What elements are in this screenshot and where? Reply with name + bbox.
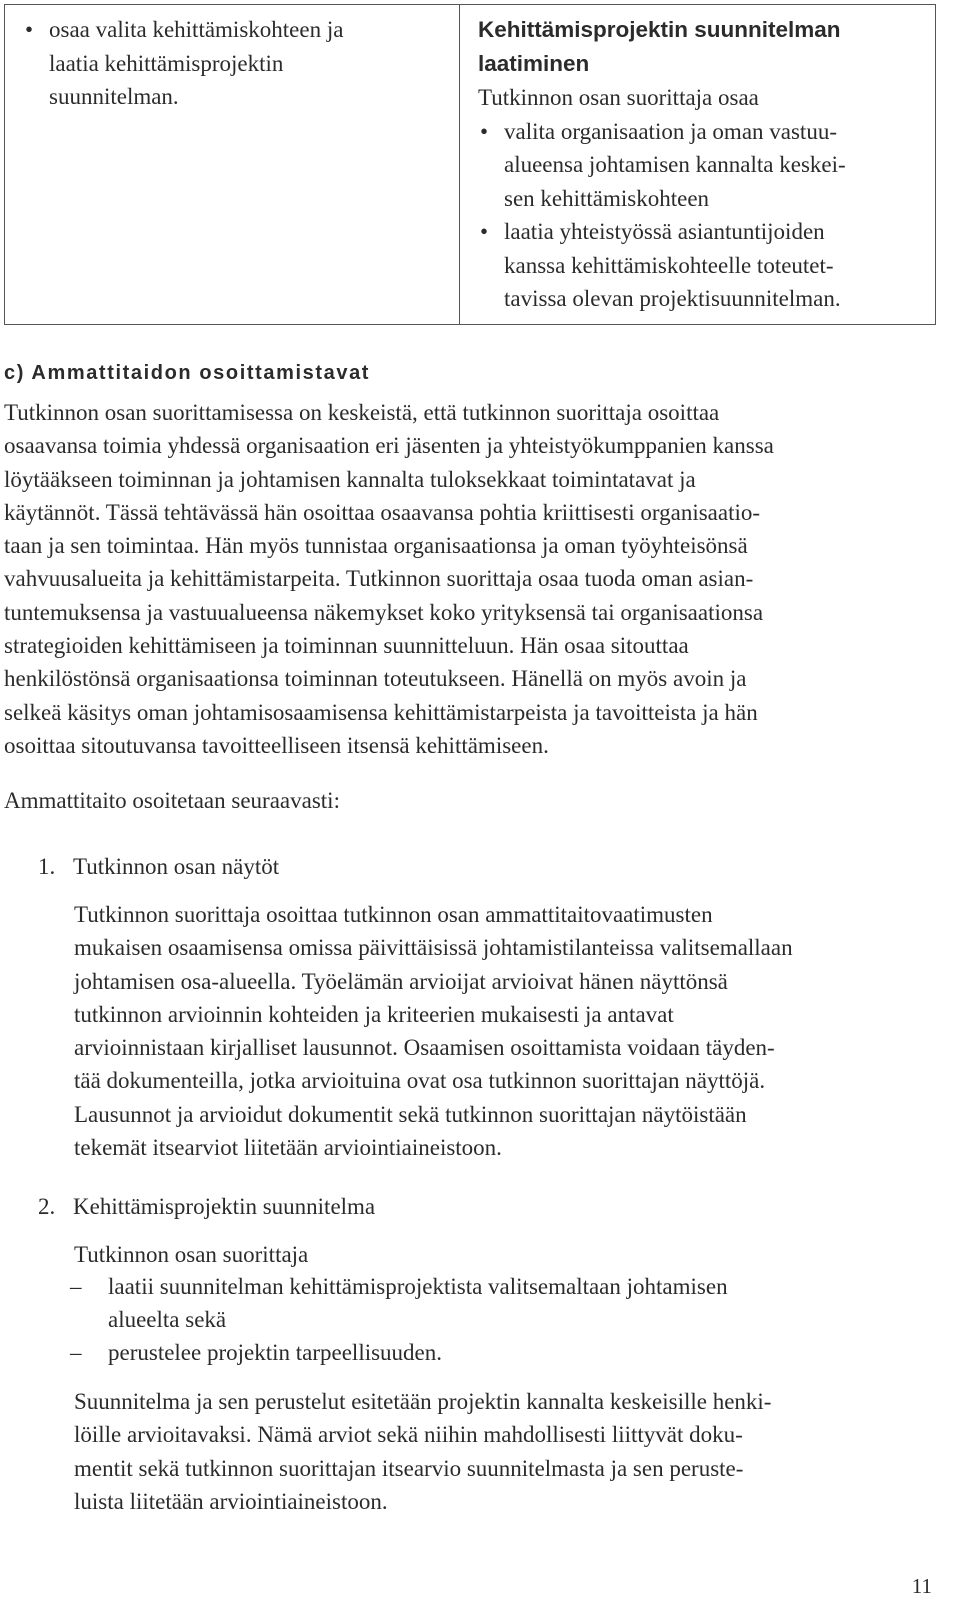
left-bullet-list bbox=[23, 13, 459, 114]
bullet-line: laatia kehittämisprojektin bbox=[49, 50, 284, 76]
item-title: Tutkinnon osan näytöt bbox=[73, 854, 280, 879]
numbered-item-body bbox=[74, 898, 934, 1164]
heading-line: laatiminen bbox=[478, 51, 590, 76]
dash-line: laatii suunnitelman kehittämisprojektista valitsemaltaan johtamisen bbox=[108, 1274, 728, 1299]
body-line: Lausunnot ja arvioidut dokumentit sekä tutkinnon suorittajan näytöistään bbox=[74, 1101, 747, 1127]
paragraph-line: selkeä käsitys oman johtamisosaamisensa kehittämistarpeista ja tavoitteista ja hän bbox=[4, 699, 758, 725]
numbered-item-closing bbox=[74, 1385, 934, 1518]
page-number: 11 bbox=[911, 1574, 932, 1598]
numbered-item-title bbox=[38, 1194, 375, 1220]
table-right-heading bbox=[478, 13, 929, 81]
paragraph-line: strategioiden kehittämiseen ja toiminnan suunnitteluun. Hän osaa sitouttaa bbox=[4, 633, 689, 659]
paragraph-line: osoittaa sitoutuvansa tavoitteelliseen itsensä kehittämiseen. bbox=[4, 732, 549, 758]
numbered-item-title bbox=[38, 854, 279, 880]
bullet-line: • laatia yhteistyössä asiantuntijoiden bbox=[504, 219, 825, 244]
body-line: mukaisen osaamisensa omissa päivittäisissä johtamistilanteissa valitsemallaan bbox=[74, 935, 793, 961]
dash-item-text bbox=[108, 1270, 728, 1337]
list-item bbox=[478, 115, 929, 216]
table-right-intro: Tutkinnon osan suorittaja osaa bbox=[478, 85, 759, 110]
dash-item-text bbox=[108, 1336, 442, 1369]
paragraph-line: henkilöstönsä organisaationsa toiminnan toteutukseen. Hänellä on myös avoin ja bbox=[4, 666, 747, 692]
body-line: mentit sekä tutkinnon suorittajan itsearvio suunnitelmasta ja sen peruste- bbox=[74, 1455, 744, 1481]
list-item bbox=[478, 215, 929, 316]
heading-line: Kehittämisprojektin suunnitelman bbox=[478, 17, 841, 42]
bullet-line: tavissa olevan projektisuunnitelman. bbox=[504, 286, 841, 311]
item-number: 2. bbox=[38, 1194, 56, 1219]
paragraph-line: vahvuusalueita ja kehittämistarpeita. Tutkinnon suorittaja osaa tuoda oman asian- bbox=[4, 566, 754, 592]
paragraph-line: tuntemuksensa ja vastuualueensa näkemykset koko yrityksensä tai organisaationsa bbox=[4, 599, 764, 625]
dash-line: perustelee projektin tarpeellisuuden. bbox=[108, 1340, 443, 1365]
dash-mark: – bbox=[70, 1274, 82, 1299]
paragraph-line: osaavansa toimia yhdessä organisaation eri jäsenten ja yhteistyökumppanien kanssa bbox=[4, 433, 774, 459]
paragraph-line: taan ja sen toimintaa. Hän myös tunnistaa organisaationsa ja oman työyhteisönsä bbox=[4, 533, 748, 559]
numbered-item-intro: Tutkinnon osan suorittaja bbox=[74, 1242, 309, 1267]
requirements-table bbox=[4, 4, 936, 325]
right-bullet-list bbox=[478, 115, 929, 316]
bullet-line: kanssa kehittämiskohteelle toteutet- bbox=[504, 252, 834, 278]
bullet-line: alueensa johtamisen kannalta keskei- bbox=[504, 152, 846, 177]
subsection-intro: Ammattitaito osoitetaan seuraavasti: bbox=[4, 788, 340, 813]
body-line: luista liitetään arviointiaineistoon. bbox=[74, 1488, 388, 1514]
body-line: löille arvioitavaksi. Nämä arviot sekä niihin mahdollisesti liittyvät doku- bbox=[74, 1422, 743, 1448]
body-line: arvioinnistaan kirjalliset lausunnot. Osaamisen osoittamista voidaan täyden- bbox=[74, 1035, 775, 1061]
item-number: 1. bbox=[38, 854, 56, 879]
dash-line: alueelta sekä bbox=[108, 1307, 227, 1333]
paragraph-line: Tutkinnon osan suorittamisessa on keskeistä, että tutkinnon suorittaja osoittaa bbox=[4, 400, 720, 425]
body-line: Suunnitelma ja sen perustelut esitetään projektin kannalta keskeisille henki- bbox=[74, 1389, 772, 1414]
body-line: tää dokumenteilla, jotka arvioituina ovat osa tutkinnon suorittajan näyttöjä. bbox=[74, 1068, 766, 1094]
paragraph-line: löytääkseen toiminnan ja johtamisen kannalta tuloksekkaat toimintatavat ja bbox=[4, 466, 696, 492]
bullet-line: • valita organisaation ja oman vastuu- bbox=[504, 118, 837, 144]
dash-mark: – bbox=[70, 1340, 82, 1365]
section-heading: c) Ammattitaidon osoittamistavat bbox=[4, 362, 371, 384]
body-line: tutkinnon arvioinnin kohteiden ja kriteerien mukaisesti ja antavat bbox=[74, 1001, 674, 1027]
bullet-line: • osaa valita kehittämiskohteen ja bbox=[49, 17, 344, 42]
bullet-line: suunnitelman. bbox=[49, 84, 179, 109]
list-item bbox=[23, 13, 459, 114]
bullet-line: sen kehittämiskohteen bbox=[504, 185, 710, 211]
body-line: johtamisen osa-alueella. Työelämän arvioijat arvioivat hänen näyttönsä bbox=[74, 968, 728, 994]
body-line: tekemät itsearviot liitetään arviointiaineistoon. bbox=[74, 1135, 502, 1161]
body-line: Tutkinnon suorittaja osoittaa tutkinnon osan ammattitaitovaatimusten bbox=[74, 902, 713, 927]
table-right-cell bbox=[460, 5, 935, 324]
item-title: Kehittämisprojektin suunnitelma bbox=[73, 1194, 376, 1219]
paragraph-line: käytännöt. Tässä tehtävässä hän osoittaa osaavansa pohtia kriittisesti organisaatio- bbox=[4, 499, 761, 525]
table-left-cell bbox=[5, 5, 460, 324]
section-paragraph bbox=[4, 396, 924, 762]
